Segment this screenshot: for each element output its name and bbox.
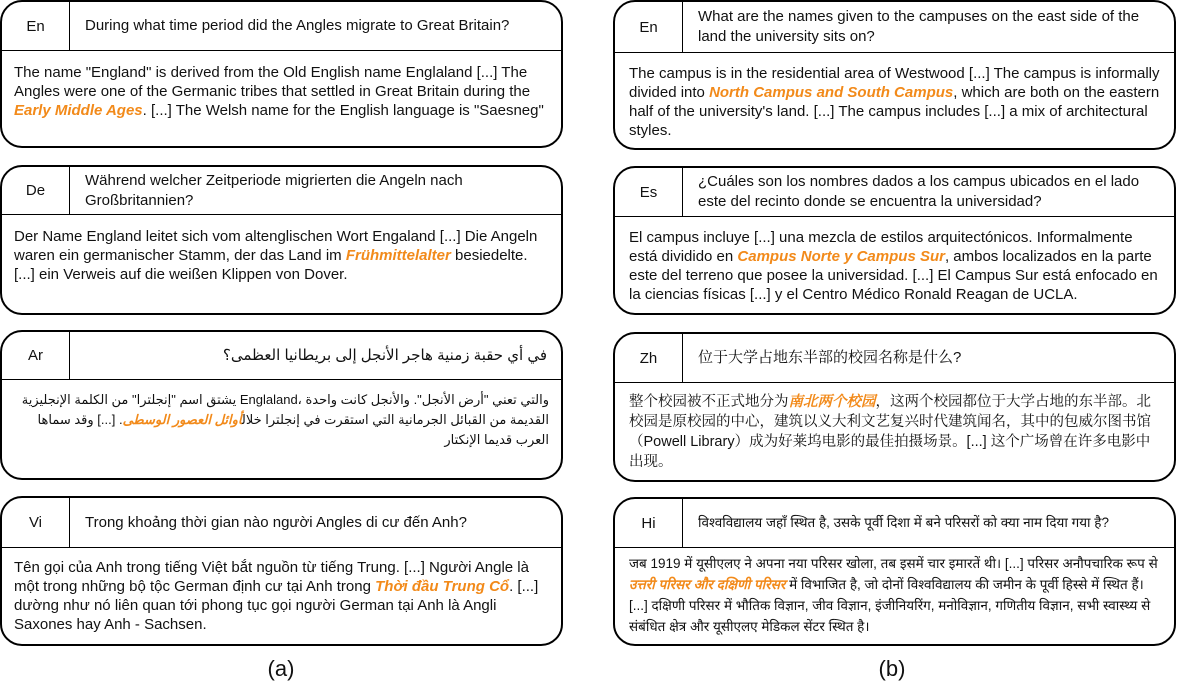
answer-text: [629, 64, 1164, 140]
caption-b: (b): [878, 656, 906, 681]
answer-text: [629, 228, 1164, 304]
answer-post: . [...] The Welsh name for the English language is "Saesneg": [142, 102, 544, 119]
language-label: Vi: [2, 498, 70, 547]
card-b-en: [613, 0, 1176, 150]
answer-post: . [...] dường như nó liên quan tới phong tục gọi người German tại Anh là Angli Saxones hay Anh - Sachsen.: [14, 578, 539, 633]
answer-highlight: 南北两个校园: [788, 394, 876, 410]
answer-highlight: Thời đầu Trung Cổ: [375, 578, 510, 595]
question-text: Trong khoảng thời gian nào người Angles di cư đến Anh?: [85, 513, 467, 531]
card-a-de: [0, 165, 563, 315]
answer-pre: Der Name England leitet sich vom altenglischen Wort Engaland [...] Die Angeln waren ein germanischer Stamm, der das Land im: [14, 228, 538, 264]
answer-text: [629, 392, 1164, 472]
card-header: [615, 168, 1174, 217]
answer-highlight: North Campus and South Campus: [709, 84, 954, 101]
language-label: Ar: [2, 332, 70, 379]
card-header: [615, 334, 1174, 383]
card-a-vi: [0, 496, 563, 646]
question-text: During what time period did the Angles migrate to Great Britain?: [85, 17, 510, 34]
answer-pre: 整个校园被不正式地分为: [629, 394, 789, 410]
answer-pre: जब 1919 में यूसीएलए ने अपना नया परिसर खोला, तब इसमें चार इमारतें थी। [...] परिसर अनौपचारिक रूप से: [629, 556, 1158, 571]
card-header: [615, 2, 1174, 53]
answer-text: [14, 63, 549, 120]
answer-highlight: أوائل العصور الوسطى: [122, 412, 242, 427]
card-header: [2, 332, 561, 380]
language-label: De: [2, 167, 70, 214]
answer-pre: El campus incluye [...] una mezcla de estilos arquitectónicos. Informalmente está dividido en: [629, 229, 1133, 265]
question-text: 位于大学占地东半部的校园名称是什么?: [698, 349, 962, 366]
question-text: What are the names given to the campuses on the east side of the land the university sits on?: [698, 8, 1140, 45]
answer-pre: The name "England" is derived from the Old English name Englaland [...] The Angles were one of the Germanic tribes that settled in Great Britain during the: [14, 64, 531, 100]
answer-highlight: उत्तरी परिसर और दक्षिणी परिसर: [629, 577, 786, 592]
caption-a: (a): [267, 656, 295, 681]
card-b-zh: [613, 332, 1176, 482]
card-header: [2, 167, 561, 215]
language-label: Hi: [615, 499, 683, 547]
answer-post: . [...] وقد سماها العرب قديما الإنكتار: [37, 412, 549, 447]
answer-post: besiedelte. [...] ein Verweis auf die weißen Klippen von Dover.: [14, 247, 528, 283]
card-header: [2, 2, 561, 51]
card-header: [2, 498, 561, 548]
answer-post: ，这两个校园都位于大学占地的东半部。北校园是原校园的中心，建筑以义大利文艺复兴时代建筑闻名，其中的包威尔图书馆（Powell Library）成为好莱坞电影的最佳拍摄场景。[...] 这个广场曾在许多电影中出现。: [629, 394, 1151, 470]
question-text: ¿Cuáles son los nombres dados a los campus ubicados en el lado este del recinto donde se encuentra la universidad?: [698, 173, 1140, 210]
answer-text: [14, 227, 549, 284]
answer-highlight: Early Middle Ages: [14, 102, 143, 119]
answer-post: में विभाजित है, जो दोनों विश्वविद्यालय की जमीन के पूर्वी हिस्से में स्थित हैं। [...] दक्षिणी परिसर में भौतिक विज्ञान, जीव विज्ञान, इंजीनियरिंग, मनोविज्ञान, गणितीय विज्ञान, सभी स्वास्थ्य से संबंधित क्षेत्र और यूसीएलए मेडिकल सेंटर स्थित है।: [629, 577, 1151, 634]
answer-text: [14, 558, 549, 634]
card-b-es: [613, 166, 1176, 315]
language-label: Es: [615, 168, 683, 216]
answer-post: , which are both on the eastern half of the university's land. [...] The campus includes [...] a mix of architectural styles.: [629, 84, 1160, 139]
answer-text: [14, 390, 549, 450]
language-label: Zh: [615, 334, 683, 382]
question-text: Während welcher Zeitperiode migrierten die Angeln nach Großbritannien?: [85, 171, 463, 209]
answer-highlight: Campus Norte y Campus Sur: [737, 248, 945, 265]
card-b-hi: [613, 497, 1176, 646]
card-a-ar: [0, 330, 563, 480]
answer-text: [629, 553, 1164, 637]
question-text: विश्वविद्यालय जहाँ स्थित है, उसके पूर्वी दिशा में बने परिसरों को क्या नाम दिया गया है?: [698, 515, 1109, 530]
card-header: [615, 499, 1174, 548]
answer-pre: والتي تعني "أرض الأنجل". والأنجل كانت واحدة ،Englaland يشتق اسم "إنجلترا" من الكلمة الإنجليزية القديمة من القبائل الجرمانية التي استقرت في إنجلترا خلال: [21, 392, 549, 427]
language-label: En: [615, 2, 683, 52]
answer-pre: Tên gọi của Anh trong tiếng Việt bắt nguồn từ tiếng Trung. [...] Người Angle là một trong những bộ tộc German định cư tại Anh trong: [14, 559, 529, 595]
answer-highlight: Frühmittelalter: [345, 247, 451, 264]
answer-pre: The campus is in the residential area of Westwood [...] The campus is informally divided into: [629, 65, 1160, 101]
answer-post: , ambos localizados en la parte este del terreno que posee la universidad. [...] El Campus Sur está enfocado en la ciencias físicas [...] y el Centro Médico Ronald Reagan de UCLA.: [629, 248, 1158, 303]
language-label: En: [2, 2, 70, 50]
question-text: في أي حقبة زمنية هاجر الأنجل إلى بريطانيا العظمى؟: [222, 346, 547, 364]
card-a-en: [0, 0, 563, 148]
